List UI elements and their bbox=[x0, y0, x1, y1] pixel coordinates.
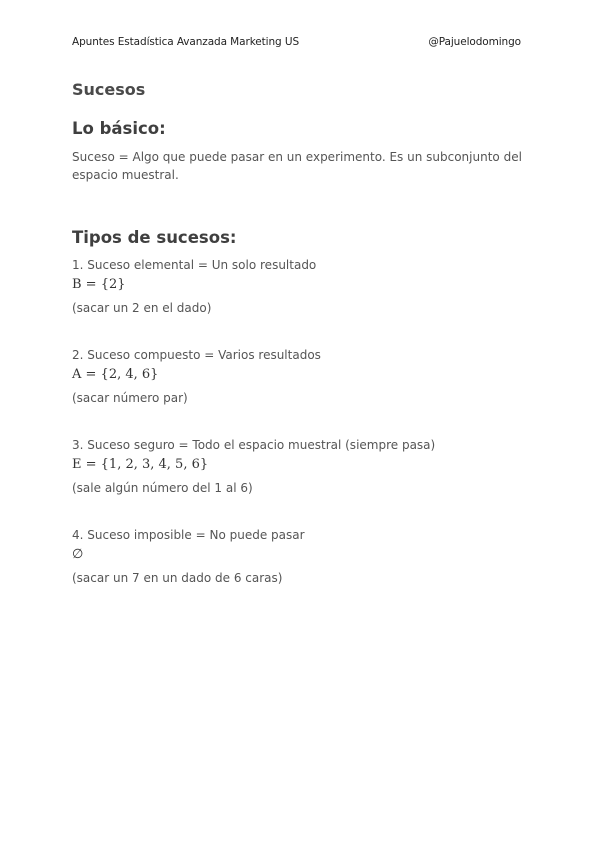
event-type-title: 2. Suceso compuesto = Varios resultados bbox=[72, 348, 321, 362]
section-basics-text: Suceso = Algo que puede pasar en un experimento. Es un subconjunto del espacio muestral. bbox=[72, 150, 522, 182]
event-type-note: (sacar un 7 en un dado de 6 caras) bbox=[72, 571, 283, 585]
event-type-item bbox=[72, 347, 528, 406]
event-type-item bbox=[72, 437, 528, 496]
event-type-note: (sacar un 2 en el dado) bbox=[72, 301, 212, 315]
document-content bbox=[72, 80, 528, 617]
section-basics-heading: Lo básico: bbox=[72, 119, 166, 138]
event-type-formula: A = {2, 4, 6} bbox=[72, 367, 159, 382]
event-type-title: 4. Suceso imposible = No puede pasar bbox=[72, 528, 305, 542]
section-types-heading: Tipos de sucesos: bbox=[72, 228, 237, 247]
event-type-formula: B = {2} bbox=[72, 277, 126, 292]
section-basics bbox=[72, 119, 528, 184]
section-types bbox=[72, 228, 528, 586]
page-header bbox=[72, 36, 521, 48]
event-type-item bbox=[72, 257, 528, 316]
page-title: Sucesos bbox=[72, 80, 146, 99]
event-type-note: (sacar número par) bbox=[72, 391, 188, 405]
event-type-formula: ∅ bbox=[72, 547, 84, 562]
header-author-handle: @Pajuelodomingo bbox=[428, 36, 521, 48]
event-type-formula: E = {1, 2, 3, 4, 5, 6} bbox=[72, 457, 209, 472]
header-course-title: Apuntes Estadística Avanzada Marketing US bbox=[72, 36, 300, 48]
event-type-item bbox=[72, 527, 528, 586]
event-type-title: 1. Suceso elemental = Un solo resultado bbox=[72, 258, 317, 272]
event-type-note: (sale algún número del 1 al 6) bbox=[72, 481, 253, 495]
event-type-title: 3. Suceso seguro = Todo el espacio muestral (siempre pasa) bbox=[72, 438, 436, 452]
